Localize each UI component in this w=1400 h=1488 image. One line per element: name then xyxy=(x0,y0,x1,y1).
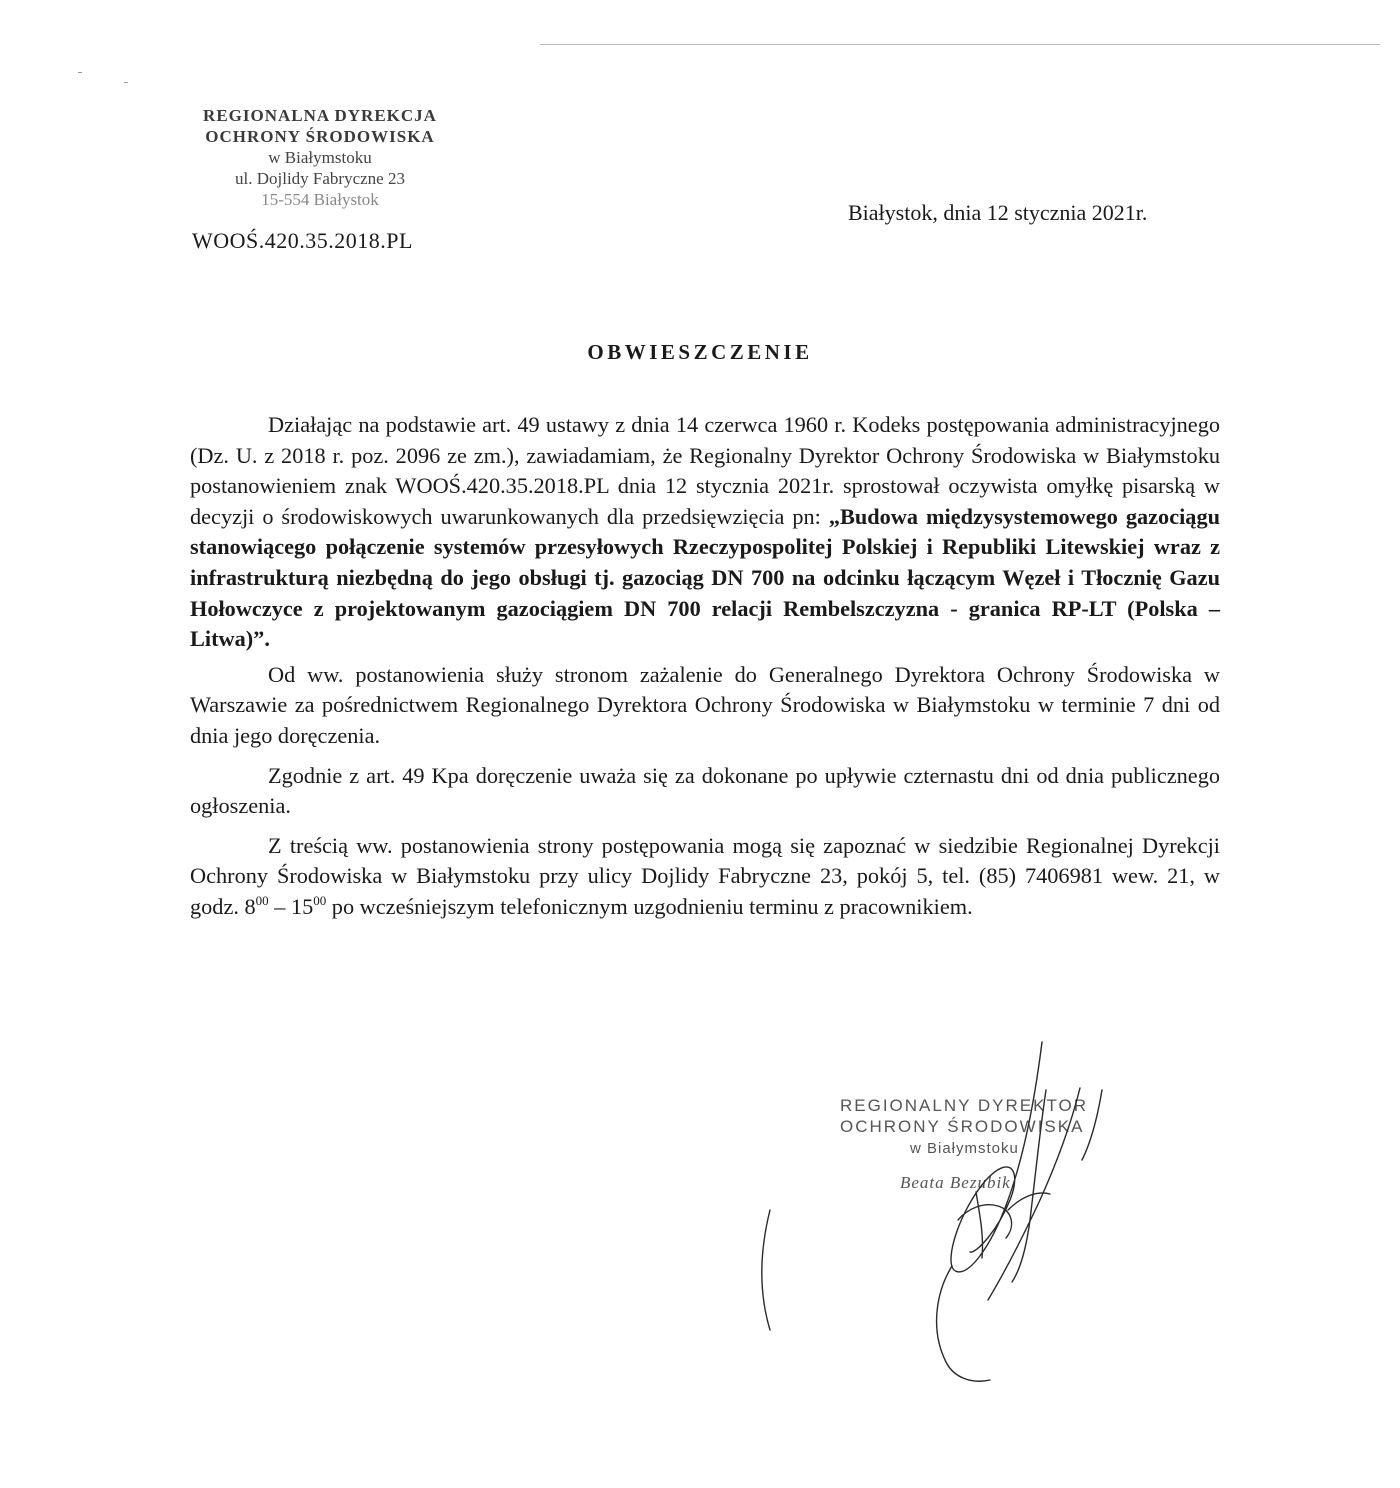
paragraph-4-part-b: – 15 xyxy=(268,893,314,919)
sender-line-3: w Białymstoku xyxy=(268,148,372,167)
hours-from-superscript: 00 xyxy=(255,892,269,908)
signature-stamp-line-3: w Białymstoku xyxy=(910,1140,1019,1157)
paragraph-3: Zgodnie z art. 49 Kpa doręczenie uważa się za dokonane po upływie czternastu dni od dnia publicznego ogłoszenia. xyxy=(190,762,1220,819)
paragraph-4-part-c: po wcześniejszym telefonicznym uzgodnieniu terminu z pracownikiem. xyxy=(326,893,973,919)
signature-stamp-line-1: REGIONALNY DYREKTOR xyxy=(840,1096,1089,1115)
document-title: OBWIESZCZENIE xyxy=(587,340,813,364)
project-name-bold: „Budowa międzysystemowego gazociągu stanowiącego połączenie systemów przesyłowych Rzeczypospolitej Polskiej i Republiki Litewskiej wraz z infrastrukturą niezbędną do jego obsługi tj. gazociąg DN 700 na odcinku łączącym Węzeł i Tłocznię Gazu Hołowczyce z projektowanym gazociągiem DN 700 relacji Rembelszczyzna - granica RP-LT (Polska – Litwa)”. xyxy=(190,503,1220,652)
paragraph-2: Od ww. postanowienia służy stronom zażalenie do Generalnego Dyrektora Ochrony Środowiska w Warszawie za pośrednictwem Regionalnego Dyrektora Ochrony Środowiska w Białymstoku w terminie 7 dni od dnia jego doręczenia. xyxy=(190,661,1220,748)
signatory-name: Beata Bezubik xyxy=(900,1173,1011,1192)
hours-to-superscript: 00 xyxy=(313,892,327,908)
paragraph-4 xyxy=(190,831,1220,923)
scan-speck xyxy=(78,72,82,73)
handwritten-signature xyxy=(740,1030,1140,1390)
scan-border-line xyxy=(540,44,1380,45)
place-and-date: Białystok, dnia 12 stycznia 2021r. xyxy=(848,200,1148,225)
document-body xyxy=(190,410,1220,932)
sender-line-2: OCHRONY ŚRODOWISKA xyxy=(205,127,435,146)
paragraph-1-intro: Działając na podstawie art. 49 ustawy z dnia 14 czerwca 1960 r. Kodeks postępowania administracyjnego (Dz. U. z 2018 r. poz. 2096 ze zm.), zawiadamiam, że Regionalny Dyrektor Ochrony Środowiska w Białymstoku postanowieniem znak WOOŚ.420.35.2018.PL dnia 12 stycznia 2021r. sprostował oczywista omyłkę pisarską w decyzji o środowiskowych uwarunkowanych dla przedsięwzięcia pn: xyxy=(190,412,1220,529)
scan-speck xyxy=(124,82,128,83)
sender-stamp xyxy=(170,105,470,210)
sender-line-1: REGIONALNA DYREKCJA xyxy=(203,106,437,125)
reference-number: WOOŚ.420.35.2018.PL xyxy=(192,228,413,253)
paragraph-4-part-a: Z treścią ww. postanowienia strony postępowania mogą się zapoznać w siedzibie Regionalnej Dyrekcji Ochrony Środowiska w Białymstoku przy ulicy Dojlidy Fabryczne 23, pokój 5, tel. (85) 7406981 wew. 21, w godz. 8 xyxy=(190,832,1220,919)
signature-stamp-line-2: OCHRONY ŚRODOWISKA xyxy=(840,1117,1085,1136)
sender-line-5: 15-554 Białystok xyxy=(261,190,379,209)
paragraph-1 xyxy=(190,410,1220,655)
sender-line-4: ul. Dojlidy Fabryczne 23 xyxy=(235,169,405,188)
